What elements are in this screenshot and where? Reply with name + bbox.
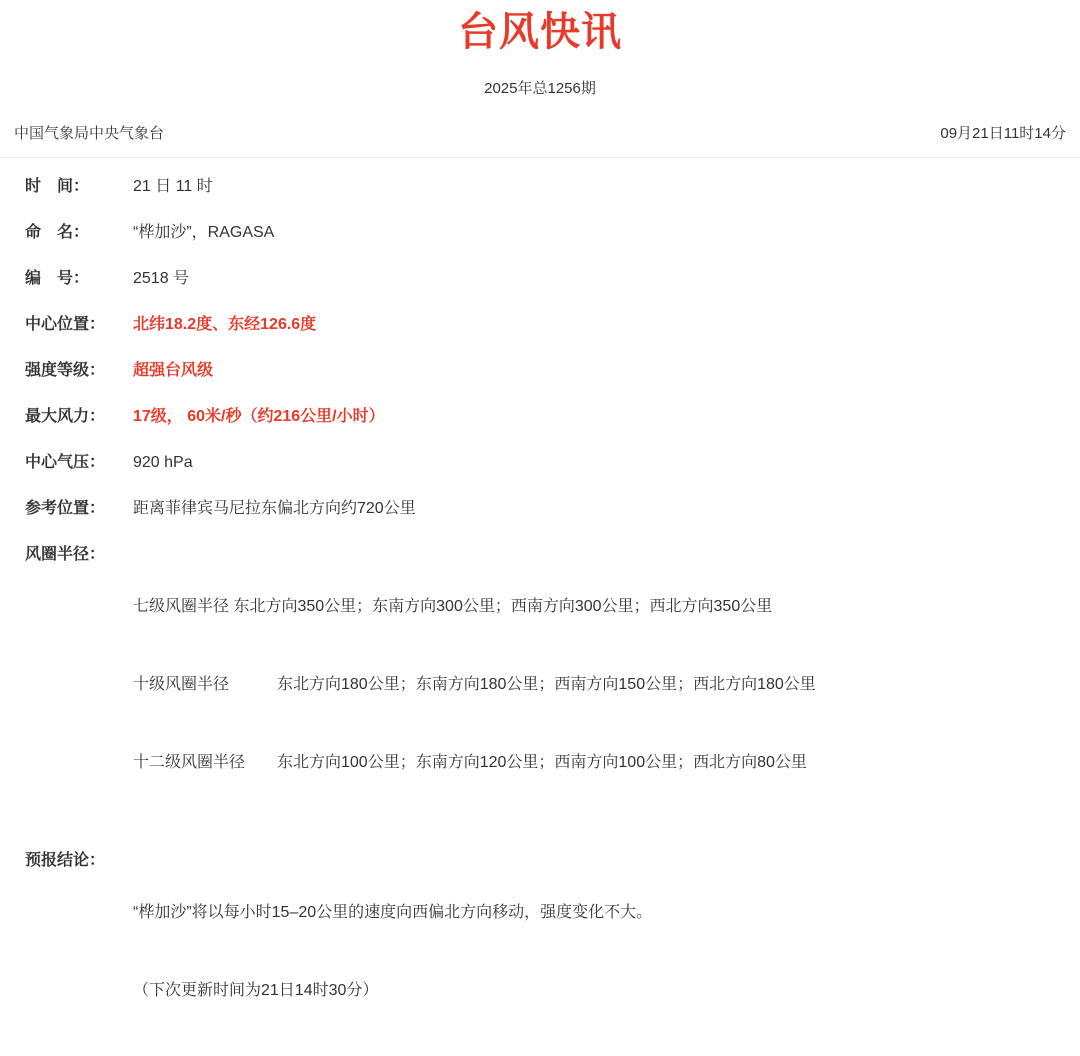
field-value-max-wind: 17级， 60米/秒（约216公里/小时） <box>133 408 385 425</box>
field-row-name <box>25 220 1066 246</box>
field-label-forecast-conclusion: 预报结论： <box>25 852 106 869</box>
page-title: 台风快讯 <box>458 10 622 54</box>
field-row-central-pressure <box>25 450 1066 476</box>
meta-bar <box>0 126 1080 158</box>
field-label-time: 时 间： <box>25 178 90 195</box>
field-label-number: 编 号： <box>25 270 90 287</box>
wind-circle-radius-lines <box>133 542 816 828</box>
field-value-time: 21 日 11 时 <box>133 178 213 195</box>
field-row-forecast-conclusion <box>25 848 1066 1056</box>
field-row-max-wind <box>25 404 1066 430</box>
field-value-name: “桦加沙”，RAGASA <box>133 224 275 241</box>
wind-circle-line-level10: 十级风圈半径 东北方向180公里；东南方向180公里；西南方向150公里；西北方向180公里 <box>133 676 816 693</box>
field-row-intensity <box>25 358 1066 384</box>
field-label-wind-circle-radius: 风圈半径： <box>25 546 106 563</box>
field-row-reference-position <box>25 496 1066 522</box>
field-label-center-position: 中心位置： <box>25 316 106 333</box>
field-label-name: 命 名： <box>25 224 90 241</box>
field-row-center-position <box>25 312 1066 338</box>
field-label-reference-position: 参考位置： <box>25 500 106 517</box>
wind-circle-line-level12: 十二级风圈半径 东北方向100公里；东南方向120公里；西南方向100公里；西北方向80公里 <box>133 754 807 771</box>
field-value-center-position: 北纬18.2度、东经126.6度 <box>133 316 317 333</box>
field-label-intensity: 强度等级： <box>25 362 106 379</box>
field-row-time <box>25 174 1066 200</box>
field-label-central-pressure: 中心气压： <box>25 454 106 471</box>
field-value-intensity: 超强台风级 <box>133 362 214 379</box>
field-value-number: 2518 号 <box>133 270 190 287</box>
field-value-central-pressure: 920 hPa <box>133 454 193 471</box>
forecast-conclusion-text: “桦加沙”将以每小时15–20公里的速度向西偏北方向移动，强度变化不大。 <box>133 904 653 921</box>
issue-number: 2025年总1256期 <box>484 80 596 97</box>
field-value-reference-position: 距离菲律宾马尼拉东偏北方向约720公里 <box>133 500 416 517</box>
wind-circle-line-level7: 七级风圈半径 东北方向350公里；东南方向300公里；西南方向300公里；西北方向350公里 <box>133 598 773 615</box>
bulletin-body <box>0 158 1080 1056</box>
forecast-conclusion-lines <box>133 848 652 1056</box>
issued-datetime: 09月21日11时14分 <box>940 125 1066 142</box>
field-row-number <box>25 266 1066 292</box>
field-row-wind-circle-radius <box>25 542 1066 828</box>
agency-name: 中国气象局中央气象台 <box>14 125 165 142</box>
field-label-max-wind: 最大风力： <box>25 408 106 425</box>
next-update-time: （下次更新时间为21日14时30分） <box>133 982 379 999</box>
